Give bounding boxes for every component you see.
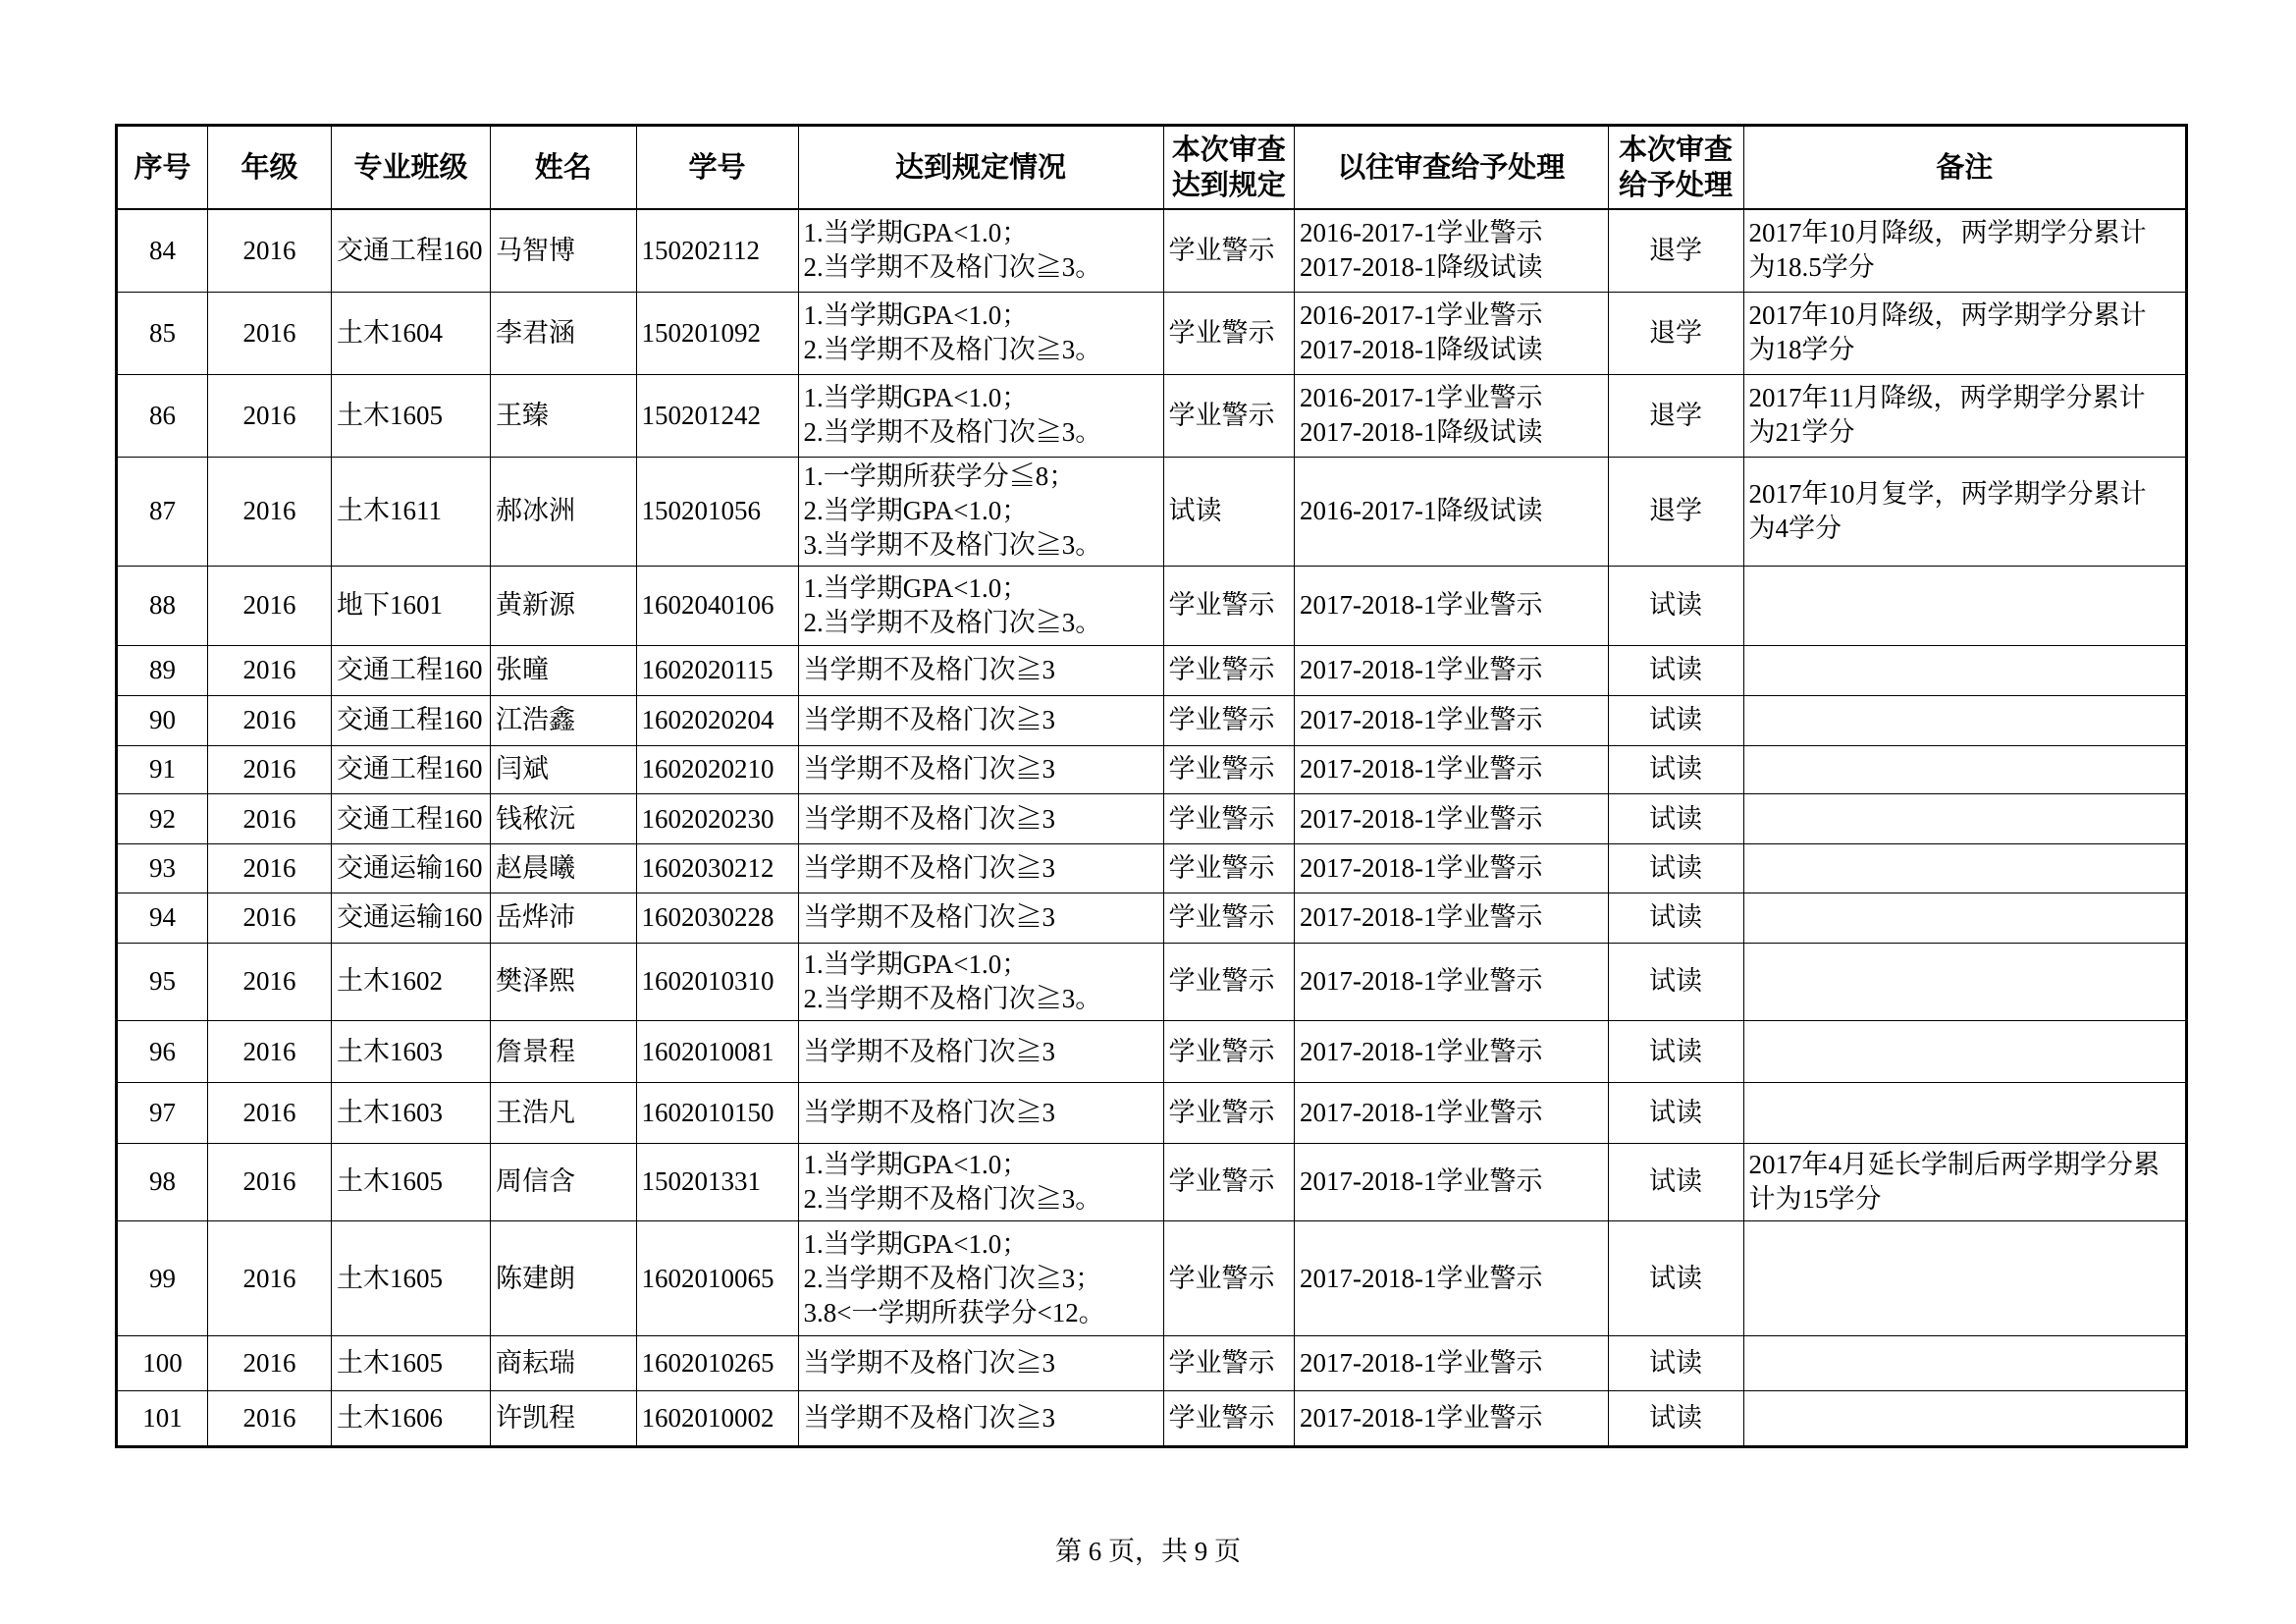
cell-student-name: 陈建朗 bbox=[491, 1221, 637, 1336]
cell-previous-actions-line: 2016-2017-1学业警示 bbox=[1300, 218, 1543, 248]
cell-class: 土木1605 bbox=[332, 1336, 491, 1391]
cell-remarks bbox=[1743, 209, 2187, 292]
cell-criteria-line: 2.当学期不及格门次≧3。 bbox=[803, 417, 1102, 447]
cell-current-action: 退学 bbox=[1608, 374, 1743, 457]
cell-criteria-line: 1.当学期GPA<1.0； bbox=[803, 300, 1029, 330]
table-row bbox=[117, 1336, 2187, 1391]
cell-no: 88 bbox=[117, 566, 208, 645]
cell-previous-actions: 2017-2018-1学业警示 bbox=[1295, 695, 1609, 745]
cell-grade: 2016 bbox=[208, 794, 332, 844]
cell-previous-actions bbox=[1295, 292, 1609, 374]
cell-criteria: 当学期不及格门次≧3 bbox=[798, 745, 1163, 794]
header-class: 专业班级 bbox=[332, 126, 491, 210]
cell-no: 86 bbox=[117, 374, 208, 457]
cell-student-id: 1602010002 bbox=[636, 1390, 798, 1446]
cell-remarks bbox=[1743, 566, 2187, 645]
cell-grade: 2016 bbox=[208, 1390, 332, 1446]
cell-student-id: 150201056 bbox=[636, 457, 798, 566]
cell-grade: 2016 bbox=[208, 292, 332, 374]
cell-remarks-line: 2017年11月降级，两学期学分累计 bbox=[1748, 383, 2146, 412]
cell-class: 交通工程160 bbox=[332, 794, 491, 844]
cell-remarks bbox=[1743, 374, 2187, 457]
cell-previous-actions-line: 2016-2017-1学业警示 bbox=[1300, 383, 1543, 412]
cell-previous-actions: 2016-2017-1降级试读 bbox=[1295, 457, 1609, 566]
cell-previous-actions-line: 2017-2018-1降级试读 bbox=[1300, 417, 1543, 447]
cell-current-action: 试读 bbox=[1608, 1390, 1743, 1446]
cell-criteria-line: 2.当学期不及格门次≧3。 bbox=[803, 1183, 1102, 1214]
table-row bbox=[117, 1143, 2187, 1221]
cell-criteria-line: 1.当学期GPA<1.0； bbox=[803, 1228, 1029, 1259]
table-row bbox=[117, 1221, 2187, 1336]
cell-remarks bbox=[1743, 844, 2187, 893]
cell-grade: 2016 bbox=[208, 745, 332, 794]
cell-remarks bbox=[1743, 1143, 2187, 1221]
cell-class: 土木1604 bbox=[332, 292, 491, 374]
cell-no: 93 bbox=[117, 844, 208, 893]
cell-criteria bbox=[798, 209, 1163, 292]
table-row bbox=[117, 745, 2187, 794]
cell-class: 土木1605 bbox=[332, 1143, 491, 1221]
cell-student-id: 1602010310 bbox=[636, 943, 798, 1021]
cell-no: 96 bbox=[117, 1021, 208, 1083]
table-row bbox=[117, 457, 2187, 566]
cell-student-id: 150201092 bbox=[636, 292, 798, 374]
cell-remarks bbox=[1743, 1083, 2187, 1144]
header-criteria: 达到规定情况 bbox=[798, 126, 1163, 210]
cell-no: 85 bbox=[117, 292, 208, 374]
cell-previous-actions: 2017-2018-1学业警示 bbox=[1295, 1083, 1609, 1144]
cell-class: 交通工程160 bbox=[332, 209, 491, 292]
cell-criteria-line: 2.当学期不及格门次≧3； bbox=[803, 1263, 1102, 1293]
cell-criteria bbox=[798, 566, 1163, 645]
cell-criteria bbox=[798, 943, 1163, 1021]
table-row bbox=[117, 1390, 2187, 1446]
cell-remarks bbox=[1743, 292, 2187, 374]
cell-previous-actions: 2017-2018-1学业警示 bbox=[1295, 794, 1609, 844]
cell-review-status: 学业警示 bbox=[1163, 893, 1295, 943]
cell-grade: 2016 bbox=[208, 1021, 332, 1083]
cell-student-name: 钱秾沅 bbox=[491, 794, 637, 844]
table-body bbox=[117, 209, 2187, 1446]
cell-remarks-line: 2017年10月复学，两学期学分累计 bbox=[1748, 478, 2147, 509]
cell-class: 土木1605 bbox=[332, 374, 491, 457]
cell-current-action: 试读 bbox=[1608, 566, 1743, 645]
cell-student-name: 周信含 bbox=[491, 1143, 637, 1221]
cell-remarks bbox=[1743, 645, 2187, 695]
cell-current-action: 试读 bbox=[1608, 844, 1743, 893]
cell-current-action: 试读 bbox=[1608, 1083, 1743, 1144]
cell-grade: 2016 bbox=[208, 1143, 332, 1221]
header-current-review-status bbox=[1163, 126, 1295, 210]
cell-student-id: 150201242 bbox=[636, 374, 798, 457]
cell-grade: 2016 bbox=[208, 695, 332, 745]
cell-student-name: 岳烨沛 bbox=[491, 893, 637, 943]
cell-remarks bbox=[1743, 794, 2187, 844]
cell-criteria: 当学期不及格门次≧3 bbox=[798, 1336, 1163, 1391]
cell-review-status: 学业警示 bbox=[1163, 1021, 1295, 1083]
header-no: 序号 bbox=[117, 126, 208, 210]
cell-remarks bbox=[1743, 695, 2187, 745]
cell-current-action: 试读 bbox=[1608, 943, 1743, 1021]
header-line: 本次审查 bbox=[1171, 134, 1286, 166]
header-line: 达到规定 bbox=[1171, 169, 1286, 201]
cell-class: 地下1601 bbox=[332, 566, 491, 645]
cell-class: 土木1611 bbox=[332, 457, 491, 566]
cell-grade: 2016 bbox=[208, 844, 332, 893]
cell-no: 91 bbox=[117, 745, 208, 794]
cell-no: 94 bbox=[117, 893, 208, 943]
cell-no: 87 bbox=[117, 457, 208, 566]
cell-student-id: 1602030228 bbox=[636, 893, 798, 943]
cell-previous-actions: 2017-2018-1学业警示 bbox=[1295, 943, 1609, 1021]
cell-no: 99 bbox=[117, 1221, 208, 1336]
header-grade: 年级 bbox=[208, 126, 332, 210]
cell-criteria-line: 1.当学期GPA<1.0； bbox=[803, 572, 1029, 603]
cell-student-id: 1602020204 bbox=[636, 695, 798, 745]
cell-no: 89 bbox=[117, 645, 208, 695]
cell-previous-actions: 2017-2018-1学业警示 bbox=[1295, 645, 1609, 695]
cell-previous-actions: 2017-2018-1学业警示 bbox=[1295, 893, 1609, 943]
cell-current-action: 试读 bbox=[1608, 893, 1743, 943]
cell-student-name: 赵晨曦 bbox=[491, 844, 637, 893]
cell-student-name: 黄新源 bbox=[491, 566, 637, 645]
cell-no: 84 bbox=[117, 209, 208, 292]
cell-remarks-line: 2017年10月降级，两学期学分累计 bbox=[1748, 300, 2147, 330]
cell-criteria: 当学期不及格门次≧3 bbox=[798, 1021, 1163, 1083]
cell-student-name: 詹景程 bbox=[491, 1021, 637, 1083]
cell-student-id: 1602030212 bbox=[636, 844, 798, 893]
cell-current-action: 退学 bbox=[1608, 292, 1743, 374]
cell-criteria bbox=[798, 1221, 1163, 1336]
cell-review-status: 学业警示 bbox=[1163, 209, 1295, 292]
header-student-id: 学号 bbox=[636, 126, 798, 210]
cell-review-status: 学业警示 bbox=[1163, 374, 1295, 457]
cell-grade: 2016 bbox=[208, 1336, 332, 1391]
cell-remarks bbox=[1743, 1021, 2187, 1083]
cell-previous-actions-line: 2017-2018-1降级试读 bbox=[1300, 252, 1543, 283]
table-row bbox=[117, 844, 2187, 893]
cell-student-name: 张曈 bbox=[491, 645, 637, 695]
cell-review-status: 学业警示 bbox=[1163, 645, 1295, 695]
cell-student-id: 150202112 bbox=[636, 209, 798, 292]
cell-no: 98 bbox=[117, 1143, 208, 1221]
cell-remarks-line: 为18.5学分 bbox=[1748, 252, 1875, 283]
cell-current-action: 退学 bbox=[1608, 457, 1743, 566]
cell-class: 土木1605 bbox=[332, 1221, 491, 1336]
header-remarks: 备注 bbox=[1743, 126, 2187, 210]
cell-grade: 2016 bbox=[208, 943, 332, 1021]
cell-review-status: 学业警示 bbox=[1163, 1083, 1295, 1144]
cell-review-status: 学业警示 bbox=[1163, 695, 1295, 745]
cell-remarks bbox=[1743, 1221, 2187, 1336]
cell-remarks-line: 为21学分 bbox=[1748, 417, 1855, 447]
cell-criteria: 当学期不及格门次≧3 bbox=[798, 1083, 1163, 1144]
cell-remarks-line: 2017年10月降级，两学期学分累计 bbox=[1748, 218, 2147, 248]
cell-student-name: 李君涵 bbox=[491, 292, 637, 374]
cell-criteria-line: 2.当学期不及格门次≧3。 bbox=[803, 252, 1102, 283]
table-row bbox=[117, 209, 2187, 292]
cell-current-action: 试读 bbox=[1608, 1021, 1743, 1083]
cell-criteria: 当学期不及格门次≧3 bbox=[798, 893, 1163, 943]
header-previous-actions: 以往审查给予处理 bbox=[1295, 126, 1609, 210]
cell-current-action: 试读 bbox=[1608, 1143, 1743, 1221]
table-row bbox=[117, 794, 2187, 844]
cell-student-id: 1602010265 bbox=[636, 1336, 798, 1391]
cell-remarks-line: 2017年4月延长学制后两学期学分累 bbox=[1748, 1149, 2160, 1179]
cell-remarks-line: 为4学分 bbox=[1748, 513, 1842, 543]
cell-criteria-line: 2.当学期不及格门次≧3。 bbox=[803, 335, 1102, 364]
cell-student-name: 王臻 bbox=[491, 374, 637, 457]
cell-criteria-line: 2.当学期不及格门次≧3。 bbox=[803, 607, 1102, 637]
cell-no: 101 bbox=[117, 1390, 208, 1446]
cell-no: 100 bbox=[117, 1336, 208, 1391]
cell-no: 97 bbox=[117, 1083, 208, 1144]
cell-grade: 2016 bbox=[208, 209, 332, 292]
table-row bbox=[117, 1083, 2187, 1144]
cell-no: 92 bbox=[117, 794, 208, 844]
cell-criteria: 当学期不及格门次≧3 bbox=[798, 695, 1163, 745]
cell-criteria-line: 2.当学期GPA<1.0； bbox=[803, 496, 1029, 525]
cell-review-status: 学业警示 bbox=[1163, 844, 1295, 893]
cell-criteria-line: 1.一学期所获学分≦8； bbox=[803, 461, 1076, 491]
cell-current-action: 试读 bbox=[1608, 745, 1743, 794]
cell-current-action: 试读 bbox=[1608, 645, 1743, 695]
cell-class: 交通运输160 bbox=[332, 844, 491, 893]
cell-class: 土木1603 bbox=[332, 1021, 491, 1083]
cell-current-action: 试读 bbox=[1608, 695, 1743, 745]
cell-class: 土木1602 bbox=[332, 943, 491, 1021]
cell-current-action: 试读 bbox=[1608, 794, 1743, 844]
cell-remarks-line: 计为15学分 bbox=[1748, 1183, 1882, 1214]
cell-criteria-line: 3.当学期不及格门次≧3。 bbox=[803, 530, 1102, 560]
cell-criteria: 当学期不及格门次≧3 bbox=[798, 1390, 1163, 1446]
cell-previous-actions: 2017-2018-1学业警示 bbox=[1295, 745, 1609, 794]
cell-student-name: 王浩凡 bbox=[491, 1083, 637, 1144]
cell-review-status: 学业警示 bbox=[1163, 1390, 1295, 1446]
cell-criteria bbox=[798, 292, 1163, 374]
cell-class: 交通运输160 bbox=[332, 893, 491, 943]
cell-grade: 2016 bbox=[208, 645, 332, 695]
cell-remarks bbox=[1743, 1390, 2187, 1446]
cell-student-name: 许凯程 bbox=[491, 1390, 637, 1446]
cell-criteria bbox=[798, 457, 1163, 566]
cell-previous-actions: 2017-2018-1学业警示 bbox=[1295, 844, 1609, 893]
cell-remarks-line: 为18学分 bbox=[1748, 335, 1855, 364]
cell-review-status: 学业警示 bbox=[1163, 745, 1295, 794]
cell-review-status: 试读 bbox=[1163, 457, 1295, 566]
table-row bbox=[117, 695, 2187, 745]
cell-previous-actions bbox=[1295, 374, 1609, 457]
table-row bbox=[117, 374, 2187, 457]
cell-grade: 2016 bbox=[208, 1083, 332, 1144]
cell-class: 土木1603 bbox=[332, 1083, 491, 1144]
cell-student-name: 商耘瑞 bbox=[491, 1336, 637, 1391]
cell-student-id: 1602010081 bbox=[636, 1021, 798, 1083]
cell-student-id: 1602010065 bbox=[636, 1221, 798, 1336]
header-line: 本次审查 bbox=[1618, 134, 1733, 166]
cell-class: 交通工程160 bbox=[332, 645, 491, 695]
cell-no: 90 bbox=[117, 695, 208, 745]
cell-student-id: 1602040106 bbox=[636, 566, 798, 645]
cell-criteria: 当学期不及格门次≧3 bbox=[798, 844, 1163, 893]
cell-criteria-line: 1.当学期GPA<1.0； bbox=[803, 218, 1029, 248]
cell-criteria-line: 1.当学期GPA<1.0； bbox=[803, 948, 1029, 979]
cell-criteria bbox=[798, 1143, 1163, 1221]
cell-student-name: 马智博 bbox=[491, 209, 637, 292]
cell-grade: 2016 bbox=[208, 374, 332, 457]
cell-class: 交通工程160 bbox=[332, 745, 491, 794]
cell-review-status: 学业警示 bbox=[1163, 1221, 1295, 1336]
cell-student-name: 樊泽熙 bbox=[491, 943, 637, 1021]
table-row bbox=[117, 566, 2187, 645]
cell-student-name: 郝冰洲 bbox=[491, 457, 637, 566]
cell-student-id: 1602020115 bbox=[636, 645, 798, 695]
cell-current-action: 退学 bbox=[1608, 209, 1743, 292]
cell-grade: 2016 bbox=[208, 1221, 332, 1336]
page-footer: 第 6 页，共 9 页 bbox=[1055, 1537, 1241, 1566]
cell-review-status: 学业警示 bbox=[1163, 1336, 1295, 1391]
table-row bbox=[117, 943, 2187, 1021]
cell-previous-actions: 2017-2018-1学业警示 bbox=[1295, 1021, 1609, 1083]
cell-review-status: 学业警示 bbox=[1163, 794, 1295, 844]
header-line: 给予处理 bbox=[1618, 169, 1733, 201]
cell-remarks bbox=[1743, 893, 2187, 943]
cell-previous-actions: 2017-2018-1学业警示 bbox=[1295, 1221, 1609, 1336]
cell-class: 土木1606 bbox=[332, 1390, 491, 1446]
cell-criteria-line: 2.当学期不及格门次≧3。 bbox=[803, 983, 1102, 1013]
cell-review-status: 学业警示 bbox=[1163, 1143, 1295, 1221]
cell-previous-actions: 2017-2018-1学业警示 bbox=[1295, 1336, 1609, 1391]
cell-student-id: 150201331 bbox=[636, 1143, 798, 1221]
header-current-action bbox=[1608, 126, 1743, 210]
cell-criteria: 当学期不及格门次≧3 bbox=[798, 794, 1163, 844]
cell-student-name: 江浩鑫 bbox=[491, 695, 637, 745]
header-student-name: 姓名 bbox=[491, 126, 637, 210]
cell-remarks bbox=[1743, 457, 2187, 566]
table-row bbox=[117, 893, 2187, 943]
cell-review-status: 学业警示 bbox=[1163, 292, 1295, 374]
academic-review-table bbox=[115, 124, 2188, 1448]
cell-previous-actions-line: 2016-2017-1学业警示 bbox=[1300, 300, 1543, 330]
cell-remarks bbox=[1743, 943, 2187, 1021]
cell-previous-actions-line: 2017-2018-1降级试读 bbox=[1300, 335, 1543, 364]
cell-grade: 2016 bbox=[208, 457, 332, 566]
cell-remarks bbox=[1743, 745, 2187, 794]
cell-no: 95 bbox=[117, 943, 208, 1021]
table-row bbox=[117, 1021, 2187, 1083]
cell-student-id: 1602020210 bbox=[636, 745, 798, 794]
cell-review-status: 学业警示 bbox=[1163, 566, 1295, 645]
cell-student-id: 1602020230 bbox=[636, 794, 798, 844]
cell-class: 交通工程160 bbox=[332, 695, 491, 745]
table-row bbox=[117, 292, 2187, 374]
cell-criteria bbox=[798, 374, 1163, 457]
cell-student-name: 闫斌 bbox=[491, 745, 637, 794]
cell-review-status: 学业警示 bbox=[1163, 943, 1295, 1021]
cell-previous-actions bbox=[1295, 209, 1609, 292]
cell-previous-actions: 2017-2018-1学业警示 bbox=[1295, 566, 1609, 645]
cell-previous-actions: 2017-2018-1学业警示 bbox=[1295, 1390, 1609, 1446]
cell-grade: 2016 bbox=[208, 893, 332, 943]
header-row bbox=[117, 126, 2187, 210]
table-row bbox=[117, 645, 2187, 695]
cell-remarks bbox=[1743, 1336, 2187, 1391]
cell-criteria: 当学期不及格门次≧3 bbox=[798, 645, 1163, 695]
cell-current-action: 试读 bbox=[1608, 1221, 1743, 1336]
cell-current-action: 试读 bbox=[1608, 1336, 1743, 1391]
cell-student-id: 1602010150 bbox=[636, 1083, 798, 1144]
cell-grade: 2016 bbox=[208, 566, 332, 645]
cell-criteria-line: 1.当学期GPA<1.0； bbox=[803, 383, 1029, 412]
cell-criteria-line: 3.8<一学期所获学分<12。 bbox=[803, 1297, 1105, 1327]
cell-previous-actions: 2017-2018-1学业警示 bbox=[1295, 1143, 1609, 1221]
cell-criteria-line: 1.当学期GPA<1.0； bbox=[803, 1149, 1029, 1179]
